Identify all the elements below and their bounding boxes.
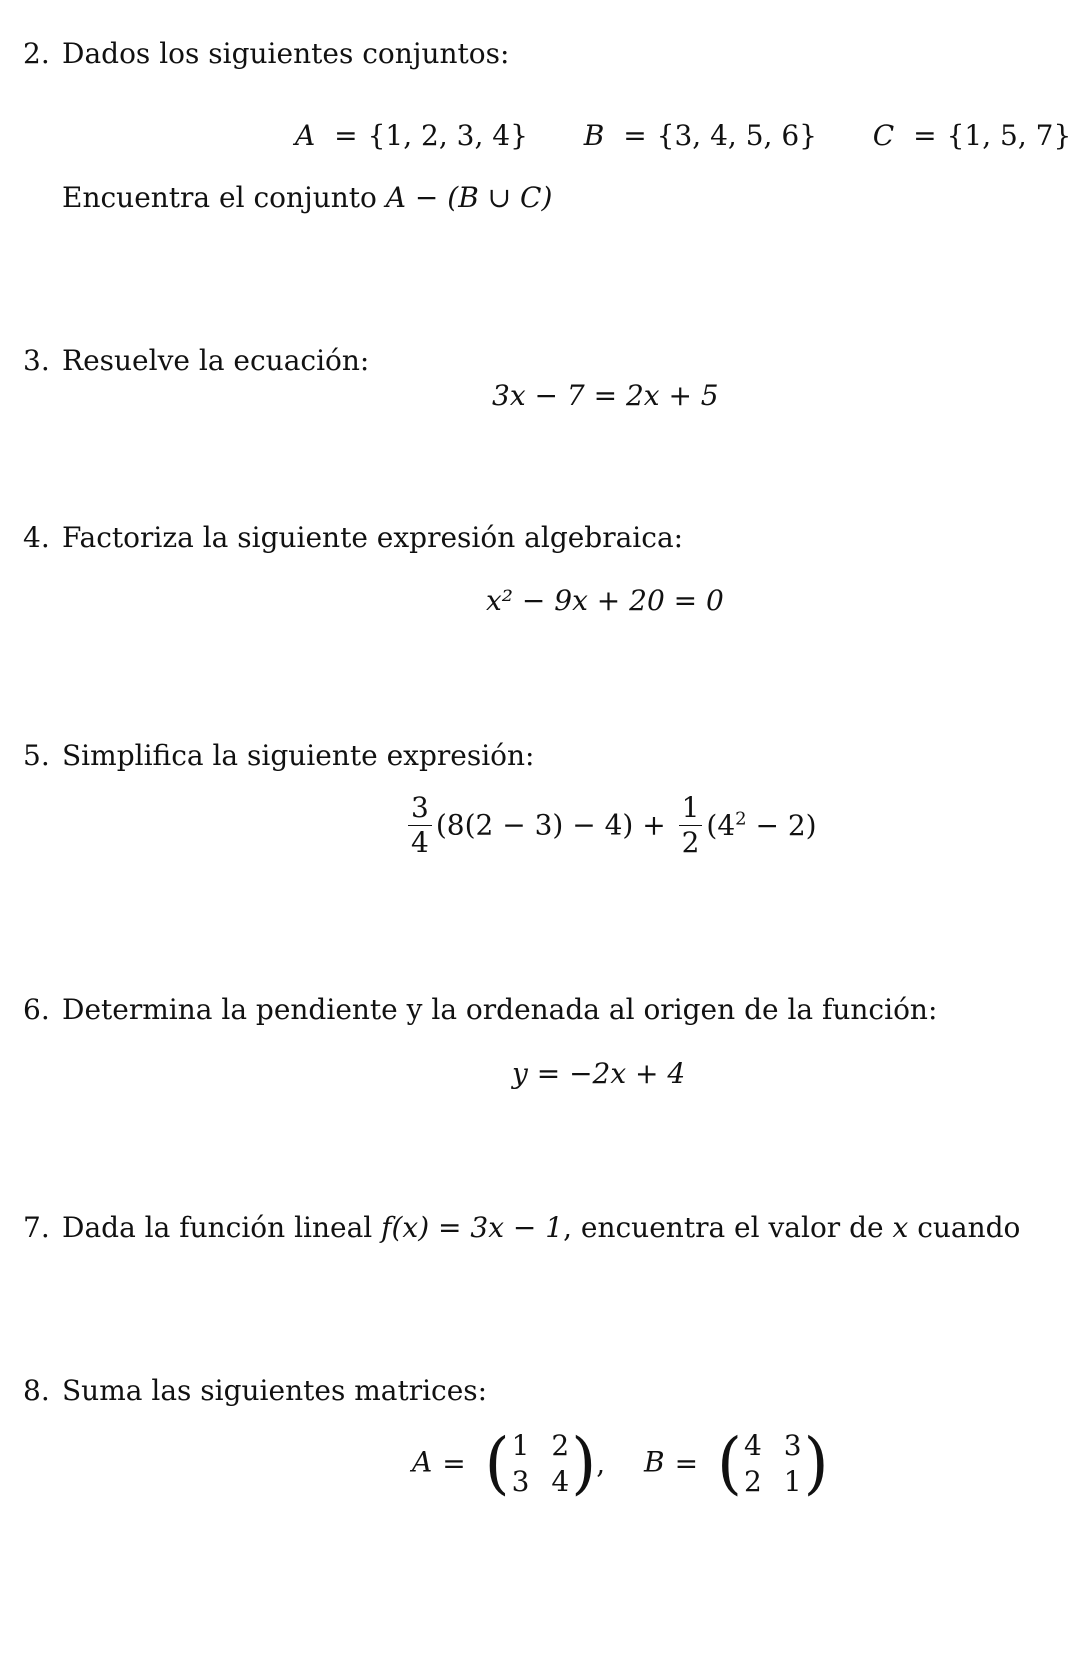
matrix-b: ( 4 3 2 1 ): [716, 1425, 829, 1503]
matrices-display: A = ( 1 2 3 4 ) , B = ( 4 3 2 1 ): [412, 1425, 829, 1503]
function-expression: f(x) = 3x − 1: [381, 1211, 564, 1244]
sets-display: [295, 119, 1071, 152]
problem-number: 2.: [23, 37, 50, 70]
fraction: $\frac{3}{4}$: [408, 794, 432, 857]
fraction: $\frac{1}{2}$: [679, 794, 703, 857]
set-c: C = {1, 5, 7}: [872, 119, 1071, 152]
variable: x: [892, 1211, 909, 1244]
problem-prompt: Suma las siguientes matrices:: [62, 1374, 488, 1407]
equation: 3x − 7 = 2x + 5: [492, 379, 719, 412]
problem-number: 7.: [23, 1211, 50, 1244]
problem-number: 3.: [23, 344, 50, 377]
problem-prompt: Resuelve la ecuación:: [62, 344, 370, 377]
problem-number: 5.: [23, 739, 50, 772]
equation: y = −2x + 4: [512, 1057, 686, 1090]
set-expression: A − (B ∪ C): [385, 181, 553, 214]
fraction-expression: $\frac{3}{4}$ (8(2 − 3) − 4) + $\frac{1}{2}$ $(4^2 - 2)$: [404, 794, 817, 857]
problem-number: 4.: [23, 521, 50, 554]
problem-number: 8.: [23, 1374, 50, 1407]
problem-prompt: Simplifica la siguiente expresión:: [62, 739, 535, 772]
problem-prompt: Factoriza la siguiente expresión algebraica:: [62, 521, 684, 554]
set-a: A = {1, 2, 3, 4}: [295, 119, 528, 152]
equation: x² − 9x + 20 = 0: [486, 584, 724, 617]
set-b: B = {3, 4, 5, 6}: [583, 119, 817, 152]
problem-prompt: Dada la función lineal f(x) = 3x − 1, encuentra el valor de x cuando: [62, 1211, 1021, 1244]
problem-prompt: Determina la pendiente y la ordenada al origen de la función:: [62, 993, 938, 1026]
matrix-a: ( 1 2 3 4 ): [484, 1425, 597, 1503]
problem-followup: Encuentra el conjunto A − (B ∪ C): [62, 181, 553, 214]
problem-number: 6.: [23, 993, 50, 1026]
problem-prompt: Dados los siguientes conjuntos:: [62, 37, 510, 70]
